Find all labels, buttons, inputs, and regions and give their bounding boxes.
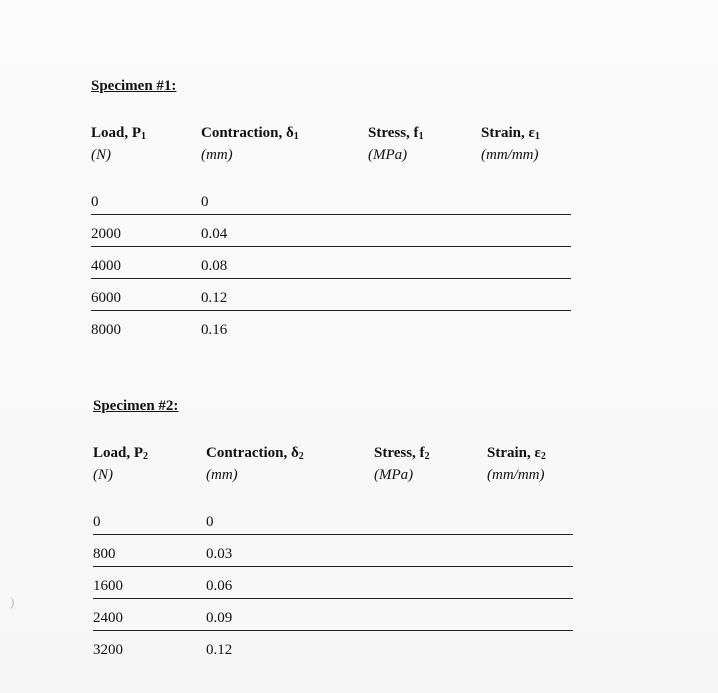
- stress-header-unit: (MPa): [368, 147, 408, 163]
- table-row: [93, 610, 573, 632]
- load-value: 8000: [91, 322, 121, 338]
- contraction-value: 0.04: [201, 226, 228, 242]
- contraction-value: 0.12: [206, 642, 233, 658]
- load-value: 0: [91, 194, 99, 210]
- contraction-header-unit: (mm): [206, 467, 238, 483]
- stress-header-sub: 1: [418, 131, 424, 142]
- contraction-value: 0: [206, 514, 214, 530]
- contraction-header: [206, 444, 304, 485]
- contraction-value: 0.09: [206, 610, 233, 626]
- entry-line: [93, 534, 573, 535]
- stress-header: [368, 124, 424, 165]
- load-header-label: Load, P: [91, 125, 142, 141]
- load-value: 6000: [91, 290, 121, 306]
- entry-line: [93, 630, 573, 631]
- entry-line: [93, 598, 573, 599]
- load-value: 800: [93, 546, 116, 562]
- table-row: [91, 258, 571, 280]
- strain-header-label: Strain, ε: [481, 125, 535, 141]
- entry-line: [93, 566, 573, 567]
- strain-header: [481, 124, 540, 165]
- stress-header-label: Stress, f: [368, 125, 419, 141]
- entry-line: [91, 278, 571, 279]
- load-value: 0: [93, 514, 101, 530]
- contraction-value: 0.12: [201, 290, 228, 306]
- specimen-1-title: Specimen #1:: [91, 78, 177, 94]
- load-value: 4000: [91, 258, 121, 274]
- table-row: [91, 194, 571, 216]
- load-value: 2000: [91, 226, 121, 242]
- load-value: 2400: [93, 610, 123, 626]
- stress-header-unit: (MPa): [374, 467, 414, 483]
- strain-header-label: Strain, ε: [487, 445, 541, 461]
- strain-header-unit: (mm/mm): [487, 467, 545, 483]
- margin-mark: ): [10, 594, 15, 609]
- load-header: [91, 124, 146, 165]
- contraction-header-sub: 1: [293, 131, 299, 142]
- specimen-2-title: Specimen #2:: [93, 398, 179, 414]
- strain-header-unit: (mm/mm): [481, 147, 539, 163]
- contraction-header-label: Contraction, δ: [206, 445, 299, 461]
- load-header-unit: (N): [93, 467, 113, 483]
- load-value: 3200: [93, 642, 123, 658]
- stress-header-label: Stress, f: [374, 445, 425, 461]
- contraction-value: 0.06: [206, 578, 233, 594]
- table-row: [91, 290, 571, 312]
- load-value: 1600: [93, 578, 123, 594]
- contraction-value: 0.16: [201, 322, 228, 338]
- table-row: [91, 322, 571, 344]
- contraction-value: 0.03: [206, 546, 233, 562]
- stress-header-sub: 2: [424, 451, 430, 462]
- contraction-header-label: Contraction, δ: [201, 125, 294, 141]
- load-header: [93, 444, 148, 485]
- table-row: [93, 514, 573, 536]
- entry-line: [91, 214, 571, 215]
- contraction-value: 0.08: [201, 258, 228, 274]
- table-row: [93, 578, 573, 600]
- strain-header: [487, 444, 546, 485]
- stress-header: [374, 444, 430, 485]
- load-header-label: Load, P: [93, 445, 144, 461]
- entry-line: [91, 246, 571, 247]
- entry-line: [91, 310, 571, 311]
- contraction-header-unit: (mm): [201, 147, 233, 163]
- table-row: [93, 642, 573, 664]
- strain-header-sub: 2: [540, 451, 546, 462]
- load-header-sub: 1: [141, 131, 147, 142]
- contraction-header-sub: 2: [298, 451, 304, 462]
- load-header-unit: (N): [91, 147, 111, 163]
- strain-header-sub: 1: [534, 131, 540, 142]
- contraction-header: [201, 124, 299, 165]
- contraction-value: 0: [201, 194, 209, 210]
- load-header-sub: 2: [143, 451, 149, 462]
- table-row: [91, 226, 571, 248]
- table-row: [93, 546, 573, 568]
